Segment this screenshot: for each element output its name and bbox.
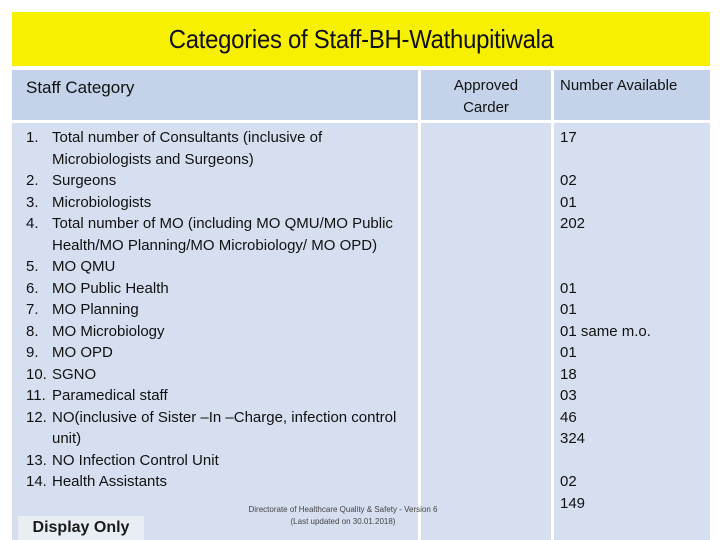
list-item: 4. Total number of MO (including MO QMU/MO Public Health/MO Planning/MO Microbiology/ MO OPD) xyxy=(26,215,393,254)
approved-column xyxy=(421,123,551,540)
header-available-label: Number Available xyxy=(560,77,678,94)
available-value: 01 xyxy=(560,301,577,318)
list-item: 10. SGNO xyxy=(26,365,97,383)
list-item: 12. NO(inclusive of Sister –In –Charge, infection control unit) xyxy=(26,408,397,447)
list-item: 11. Paramedical staff xyxy=(26,387,168,404)
footer-line-1: Directorate of Healthcare Quality & Safety - Version 6 xyxy=(248,505,438,514)
list-item: 13. NO Infection Control Unit xyxy=(26,451,219,469)
available-value: 01 xyxy=(560,344,577,361)
available-value: 02 xyxy=(560,172,577,189)
available-value: 17 xyxy=(560,129,577,146)
list-item: 3. Microbiologists xyxy=(26,193,152,211)
list-item: 8. MO Microbiology xyxy=(26,322,165,340)
header-approved xyxy=(421,70,551,120)
available-value: 149 xyxy=(560,494,586,512)
list-item: 5. MO QMU xyxy=(26,258,116,275)
header-staff-category-label: Staff Category xyxy=(26,78,135,97)
available-value: 02 xyxy=(560,473,577,490)
title-bar xyxy=(12,12,710,66)
list-item: 1. Total number of Consultants (inclusive of Microbiologists and Surgeons) xyxy=(26,129,323,168)
list-item: 2. Surgeons xyxy=(26,172,117,189)
available-value: 202 xyxy=(560,215,586,232)
available-value: 324 xyxy=(560,430,586,447)
list-item: 9. MO OPD xyxy=(26,344,113,361)
available-value: 01 xyxy=(560,193,577,211)
header-available xyxy=(554,70,710,120)
available-value: 46 xyxy=(560,408,577,426)
footer-note xyxy=(228,504,458,528)
footer-line-2: (Last updated on 30.01.2018) xyxy=(290,517,396,526)
available-value: 18 xyxy=(560,365,577,383)
header-staff-category xyxy=(12,70,418,120)
available-value: 01 same m.o. xyxy=(560,322,651,340)
available-value: 01 xyxy=(560,279,577,297)
header-approved-label: Approved Carder xyxy=(453,77,519,116)
available-value: 03 xyxy=(560,387,577,404)
list-item: 6. MO Public Health xyxy=(26,279,169,297)
list-item: 7. MO Planning xyxy=(26,301,139,318)
list-item: 14. Health Assistants xyxy=(26,473,168,490)
page-title: Categories of Staff-BH-Wathupitiwala xyxy=(168,23,554,54)
display-only-label: Display Only xyxy=(18,516,144,540)
staff-category-list xyxy=(12,127,412,493)
